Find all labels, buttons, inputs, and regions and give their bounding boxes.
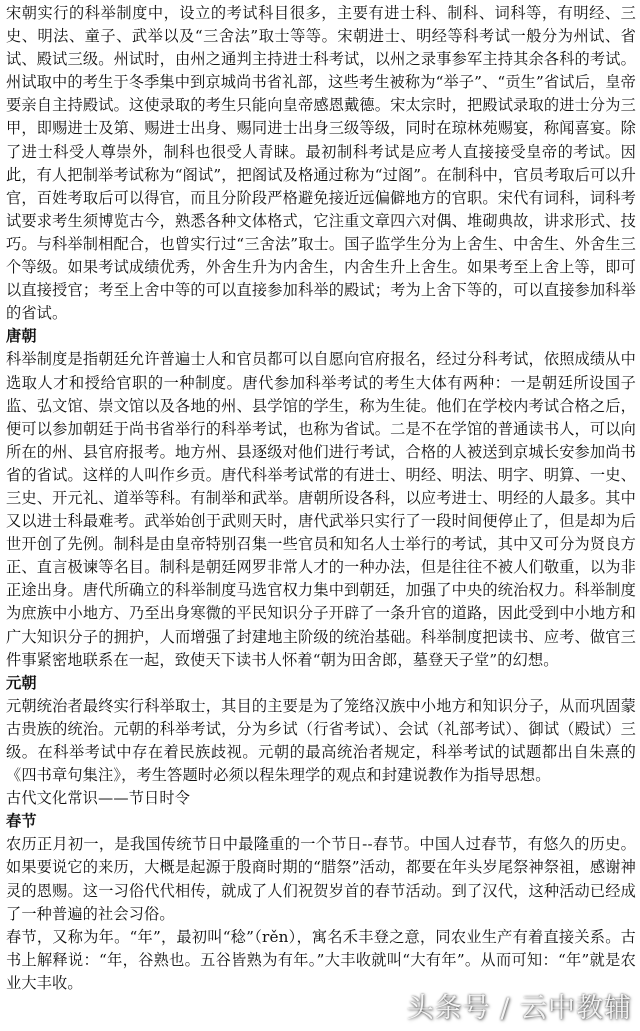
spring-festival-paragraph-2: 春节，又称为年。“年”，最初叫“稔”（rěn），寓名禾丰登之意，同农业生产有着直接关系。古书上解释说：“年，谷熟也。五谷皆熟为有年。”大丰收就叫“大有年”。从而可知：“年”就是农业大丰收。 <box>6 927 636 992</box>
spring-festival-paragraph-1: 农历正月初一，是我国传统节日中最隆重的一个节日--春节。中国人过春节，有悠久的历史。如果要说它的来历，大概是起源于殷商时期的“腊祭”活动，都要在年头岁尾祭神祭祖，感谢神灵的恩赐。这一习俗代代相传，就成了人们祝贺岁首的春节活动。到了汉代，这种活动已经成了一种普遍的社会习俗。 <box>6 835 636 923</box>
song-dynasty-paragraph: 宋朝实行的科举制度中，设立的考试科目很多，主要有进士科、制科、词科等，有明经、三史、明法、童子、武举以及“三舍法”取士等等。宋朝进士、明经等科考试一般分为州试、省试、殿试三级。州试时，由州之通判主持进士科考试，以州之录事参军主持其余各科的考试。州试取中的考生于冬季集中到京城尚书省礼部，这些考生被称为“举子”、“贡生”省试后，皇帝要亲自主持殿试。这使录取的考生只能向皇帝感恩戴德。宋太宗时，把殿试录取的进士分为三甲，即赐进士及第、赐进士出身、赐同进士出身三级等级，同时在琼林苑赐宴，称闻喜宴。除了进士科受人尊崇外，制科也很受人青睐。最初制科考试是应考人直接接受皇帝的考试。因此，有人把制举考试称为“阁试”，把阁试及格通过称为“过阁”。在制科中，官员考取后可以升官，百姓考取后可以得官，而且分阶段严格避免接近远偏僻地方的官职。宋代有词科，词科考试要求考生须博览古今，熟悉各种文体格式，它注重文章四六对偶、堆砌典故，讲求形式、技巧。与科举制相配合，也曾实行过“三舍法”取士。国子监学生分为上舍生、中舍生、外舍生三个等级。如果考试成绩优秀，外舍生升为内舍生，内舍生升上舍生。如果考至上舍上等，即可以直接授官；考至上舍中等的可以直接参加科举的殿试；考为上舍下等的，可以直接参加科举的省试。 <box>6 4 636 323</box>
yuan-dynasty-paragraph: 元朝统治者最终实行科举取士，其目的主要是为了笼络汉族中小地方和知识分子，从而巩固蒙古贵族的统治。元朝的科举考试，分为乡试（行省考试）、会试（礼部考试）、御试（殿试）三级。在科举考试中存在着民族歧视。元朝的最高统治者规定，科举考试的试题都出自朱熹的《四书章句集注》，考生答题时必须以程朱理学的观点和封建说教作为指导思想。 <box>6 696 636 785</box>
watermark: 头条号 / 云中教辅 <box>406 993 632 1024</box>
yuan-dynasty-heading: 元朝 <box>6 673 37 692</box>
document-page <box>6 2 636 995</box>
culture-section-title: 古代文化常识——节日时令 <box>6 789 191 808</box>
tang-dynasty-paragraph: 科举制度是指朝廷允许普遍士人和官员都可以自愿向官府报名，经过分科考试，依照成绩从中选取人才和授给官职的一种制度。唐代参加科举考试的考生大体有两种：一是朝廷所设国子监、弘文馆、崇文馆以及各地的州、县学馆的学生，称为生徒。他们在学校内考试合格之后，便可以参加朝廷于尚书省举行的科举考试，也称为省试。二是不在学馆的普通读书人，可以向所在的州、县官府报考。地方州、县逐级对他们进行考试，合格的人被送到京城长安参加尚书省的省试。这样的人叫作乡贡。唐代科举考试常的有进士、明经、明法、明字、明算、一史、三史、开元礼、道举等科。有制举和武举。唐朝所设各科，以应考进士、明经的人最多。其中又以进士科最难考。武举始创于武则天时，唐代武举只实行了一段时间便停止了，但是却为后世开创了先例。制科是由皇帝特别召集一些官员和知名人士举行的考试，其中又可分为贤良方正、直言极谏等名目。制科是朝廷网罗非常人才的一种办法，但是往往不被人们敬重，以为非正途出身。唐代所确立的科举制度马选官权力集中到朝廷，加强了中央的统治权力。科举制度为庶族中小地方、乃至出身寒微的平民知识分子开辟了一条升官的道路，因此受到中小地方和广大知识分子的拥护，人而增强了封建地主阶级的统治基础。科举制度把读书、应考、做官三件事紧密地联系在一起，致使天下读书人怀着“朝为田舍郎，墓登天子堂”的幻想。 <box>6 350 636 669</box>
spring-festival-heading: 春节 <box>6 812 37 831</box>
tang-dynasty-heading: 唐朝 <box>6 327 37 346</box>
